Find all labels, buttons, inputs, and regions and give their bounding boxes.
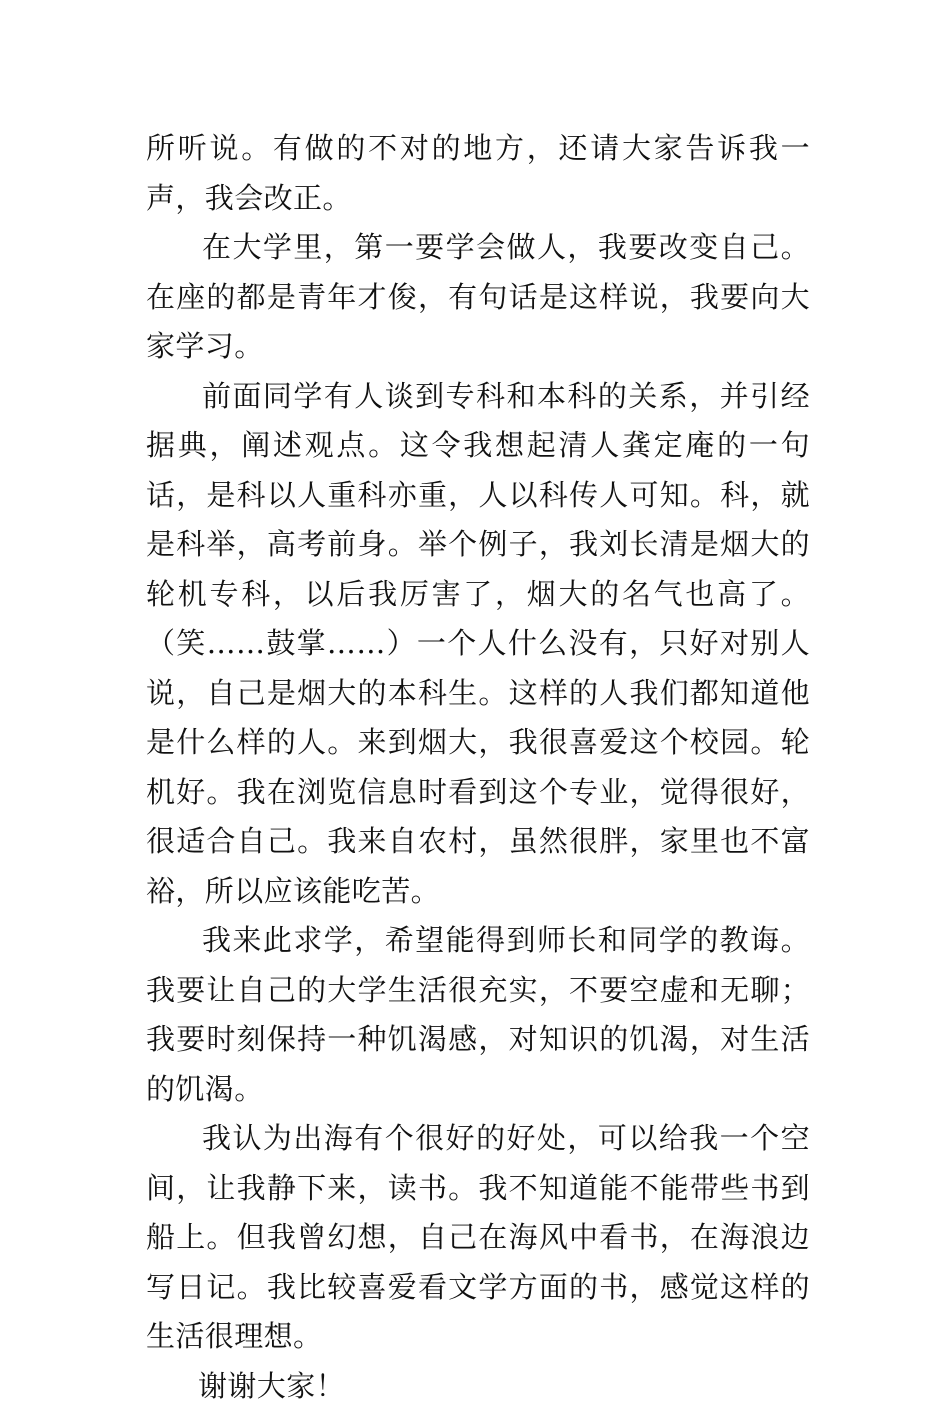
document-body <box>146 124 810 1411</box>
paragraph-continuation: 所听说。有做的不对的地方，还请大家告诉我一声，我会改正。 <box>146 124 810 223</box>
paragraph-learn-to-be-person: 在大学里，第一要学会做人，我要改变自己。在座的都是青年才俊，有句话是这样说，我要向大家学习。 <box>146 223 810 372</box>
paragraph-seeking-knowledge: 我来此求学，希望能得到师长和同学的教诲。我要让自己的大学生活很充实，不要空虚和无聊；我要时刻保持一种饥渴感，对知识的饥渴，对生活的饥渴。 <box>146 916 810 1114</box>
paragraph-going-to-sea: 我认为出海有个很好的好处，可以给我一个空间，让我静下来，读书。我不知道能不能带些书到船上。但我曾幻想，自己在海风中看书，在海浪边写日记。我比较喜爱看文学方面的书，感觉这样的生活很理想。 <box>146 1114 810 1362</box>
closing-thanks: 谢谢大家！ <box>146 1362 810 1411</box>
paragraph-junior-vs-bachelor: 前面同学有人谈到专科和本科的关系，并引经据典，阐述观点。这令我想起清人龚定庵的一句话，是科以人重科亦重，人以科传人可知。科，就是科举，高考前身。举个例子，我刘长清是烟大的轮机专科，以后我厉害了，烟大的名气也高了。（笑……鼓掌……）一个人什么没有，只好对别人说，自己是烟大的本科生。这样的人我们都知道他是什么样的人。来到烟大，我很喜爱这个校园。轮机好。我在浏览信息时看到这个专业，觉得很好，很适合自己。我来自农村，虽然很胖，家里也不富裕，所以应该能吃苦。 <box>146 372 810 917</box>
